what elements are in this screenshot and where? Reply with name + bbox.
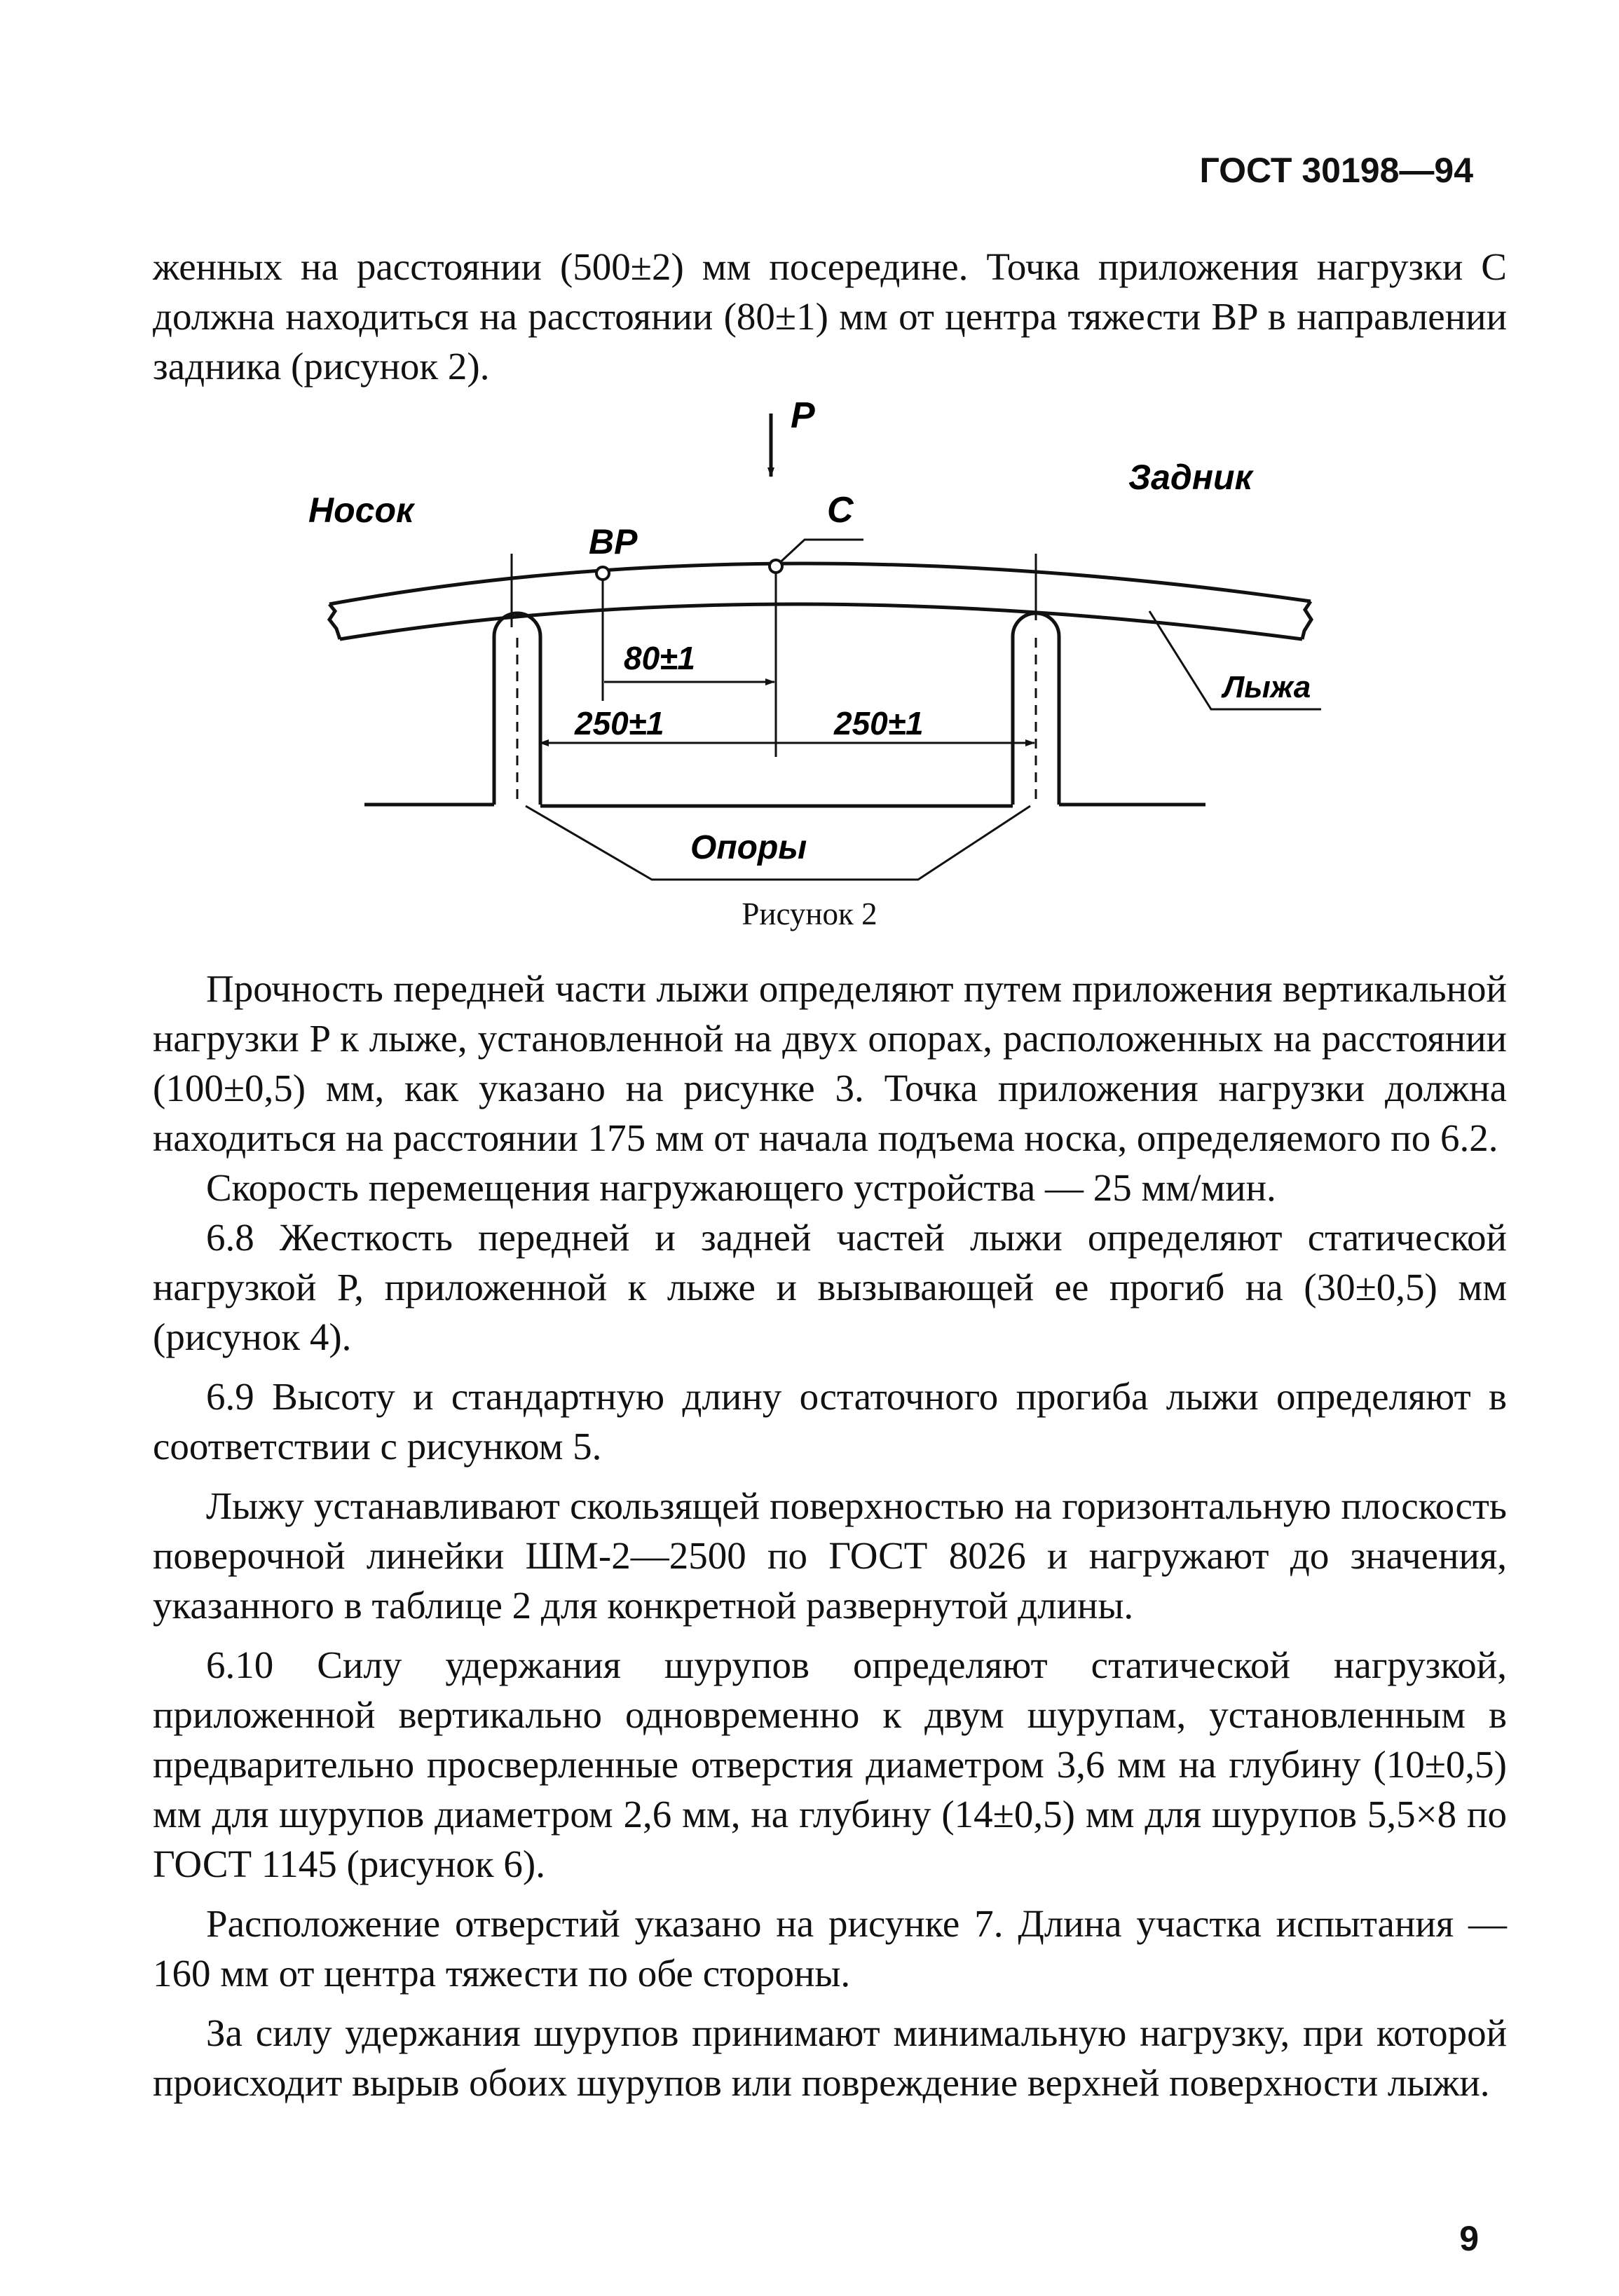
body-paragraph: Прочность передней части лыжи определяют путем приложения вертикальной нагрузки P к лыже, установленной на двух опорах, расположенных на расстоянии (100±0,5) мм, как указано на рисунке 3. Точка приложения нагрузки должна находиться на расстоянии 175 мм от начала подъема носка, определяемого по 6.2.: [153, 967, 1507, 1159]
ski-left-end: [329, 604, 340, 639]
body-paragraph: Скорость перемещения нагружающего устройства — 25 мм/мин.: [206, 1166, 1276, 1209]
label-heel: Задник: [1128, 458, 1252, 497]
figure-caption: Рисунок 2: [742, 896, 877, 931]
label-toe: Носок: [308, 491, 414, 530]
body-paragraph: 6.8 Жесткость передней и задней частей лыжи определяют статической нагрузкой P, приложенной к лыже и вызывающей ее прогиб на (30±0,5) мм (рисунок 4).: [153, 1216, 1507, 1358]
c-point: [770, 560, 782, 573]
body-text-block: [153, 964, 1507, 2107]
label-point-c: C: [827, 490, 854, 531]
bp-point: [596, 567, 609, 580]
intro-paragraph: женных на расстоянии (500±2) мм посередине. Точка приложения нагрузки C должна находиться на расстоянии (80±1) мм от центра тяжести BP в направлении задника (рисунок 2).: [153, 245, 1507, 388]
label-bp: BP: [589, 522, 638, 561]
label-dim-80: 80±1: [624, 640, 695, 676]
ski-top-edge: [329, 563, 1311, 604]
document-header: ГОСТ 30198—94: [1199, 151, 1473, 190]
body-paragraph: Расположение отверстий указано на рисунке 7. Длина участка испытания — 160 мм от центра тяжести по обе стороны.: [153, 1902, 1507, 1995]
ski-right-end: [1302, 601, 1311, 639]
label-ski: Лыжа: [1223, 670, 1311, 704]
body-paragraph: Лыжу устанавливают скользящей поверхностью на горизонтальную плоскость поверочной линейки ШМ-2—2500 по ГОСТ 8026 и нагружают до значения, указанного в таблице 2 для конкретной развернутой длины.: [153, 1484, 1507, 1627]
label-load-p: P: [791, 395, 815, 436]
body-paragraph: 6.10 Силу удержания шурупов определяют статической нагрузкой, приложенной вертикально одновременно к двум шурупам, установленным в предварительно просверленные отверстия диаметром 3,6 мм на глубину (10±0,5) мм для шурупов диаметром 2,6 мм, на глубину (14±0,5) мм для шурупов 5,5×8 по ГОСТ 1145 (рисунок 6).: [153, 1644, 1507, 1885]
body-paragraph: 6.9 Высоту и стандартную длину остаточного прогиба лыжи определяют в соответствии с рисунком 5.: [153, 1375, 1507, 1468]
label-dim-250-right: 250±1: [834, 705, 924, 742]
label-supports: Опоры: [690, 829, 807, 866]
body-paragraph: За силу удержания шурупов принимают минимальную нагрузку, при которой происходит вырыв обоих шурупов или повреждение верхней поверхности лыжи.: [153, 2011, 1507, 2104]
label-dim-250-left: 250±1: [575, 705, 664, 742]
ski-bottom-edge: [340, 604, 1302, 639]
page-number: 9: [1459, 2219, 1479, 2258]
